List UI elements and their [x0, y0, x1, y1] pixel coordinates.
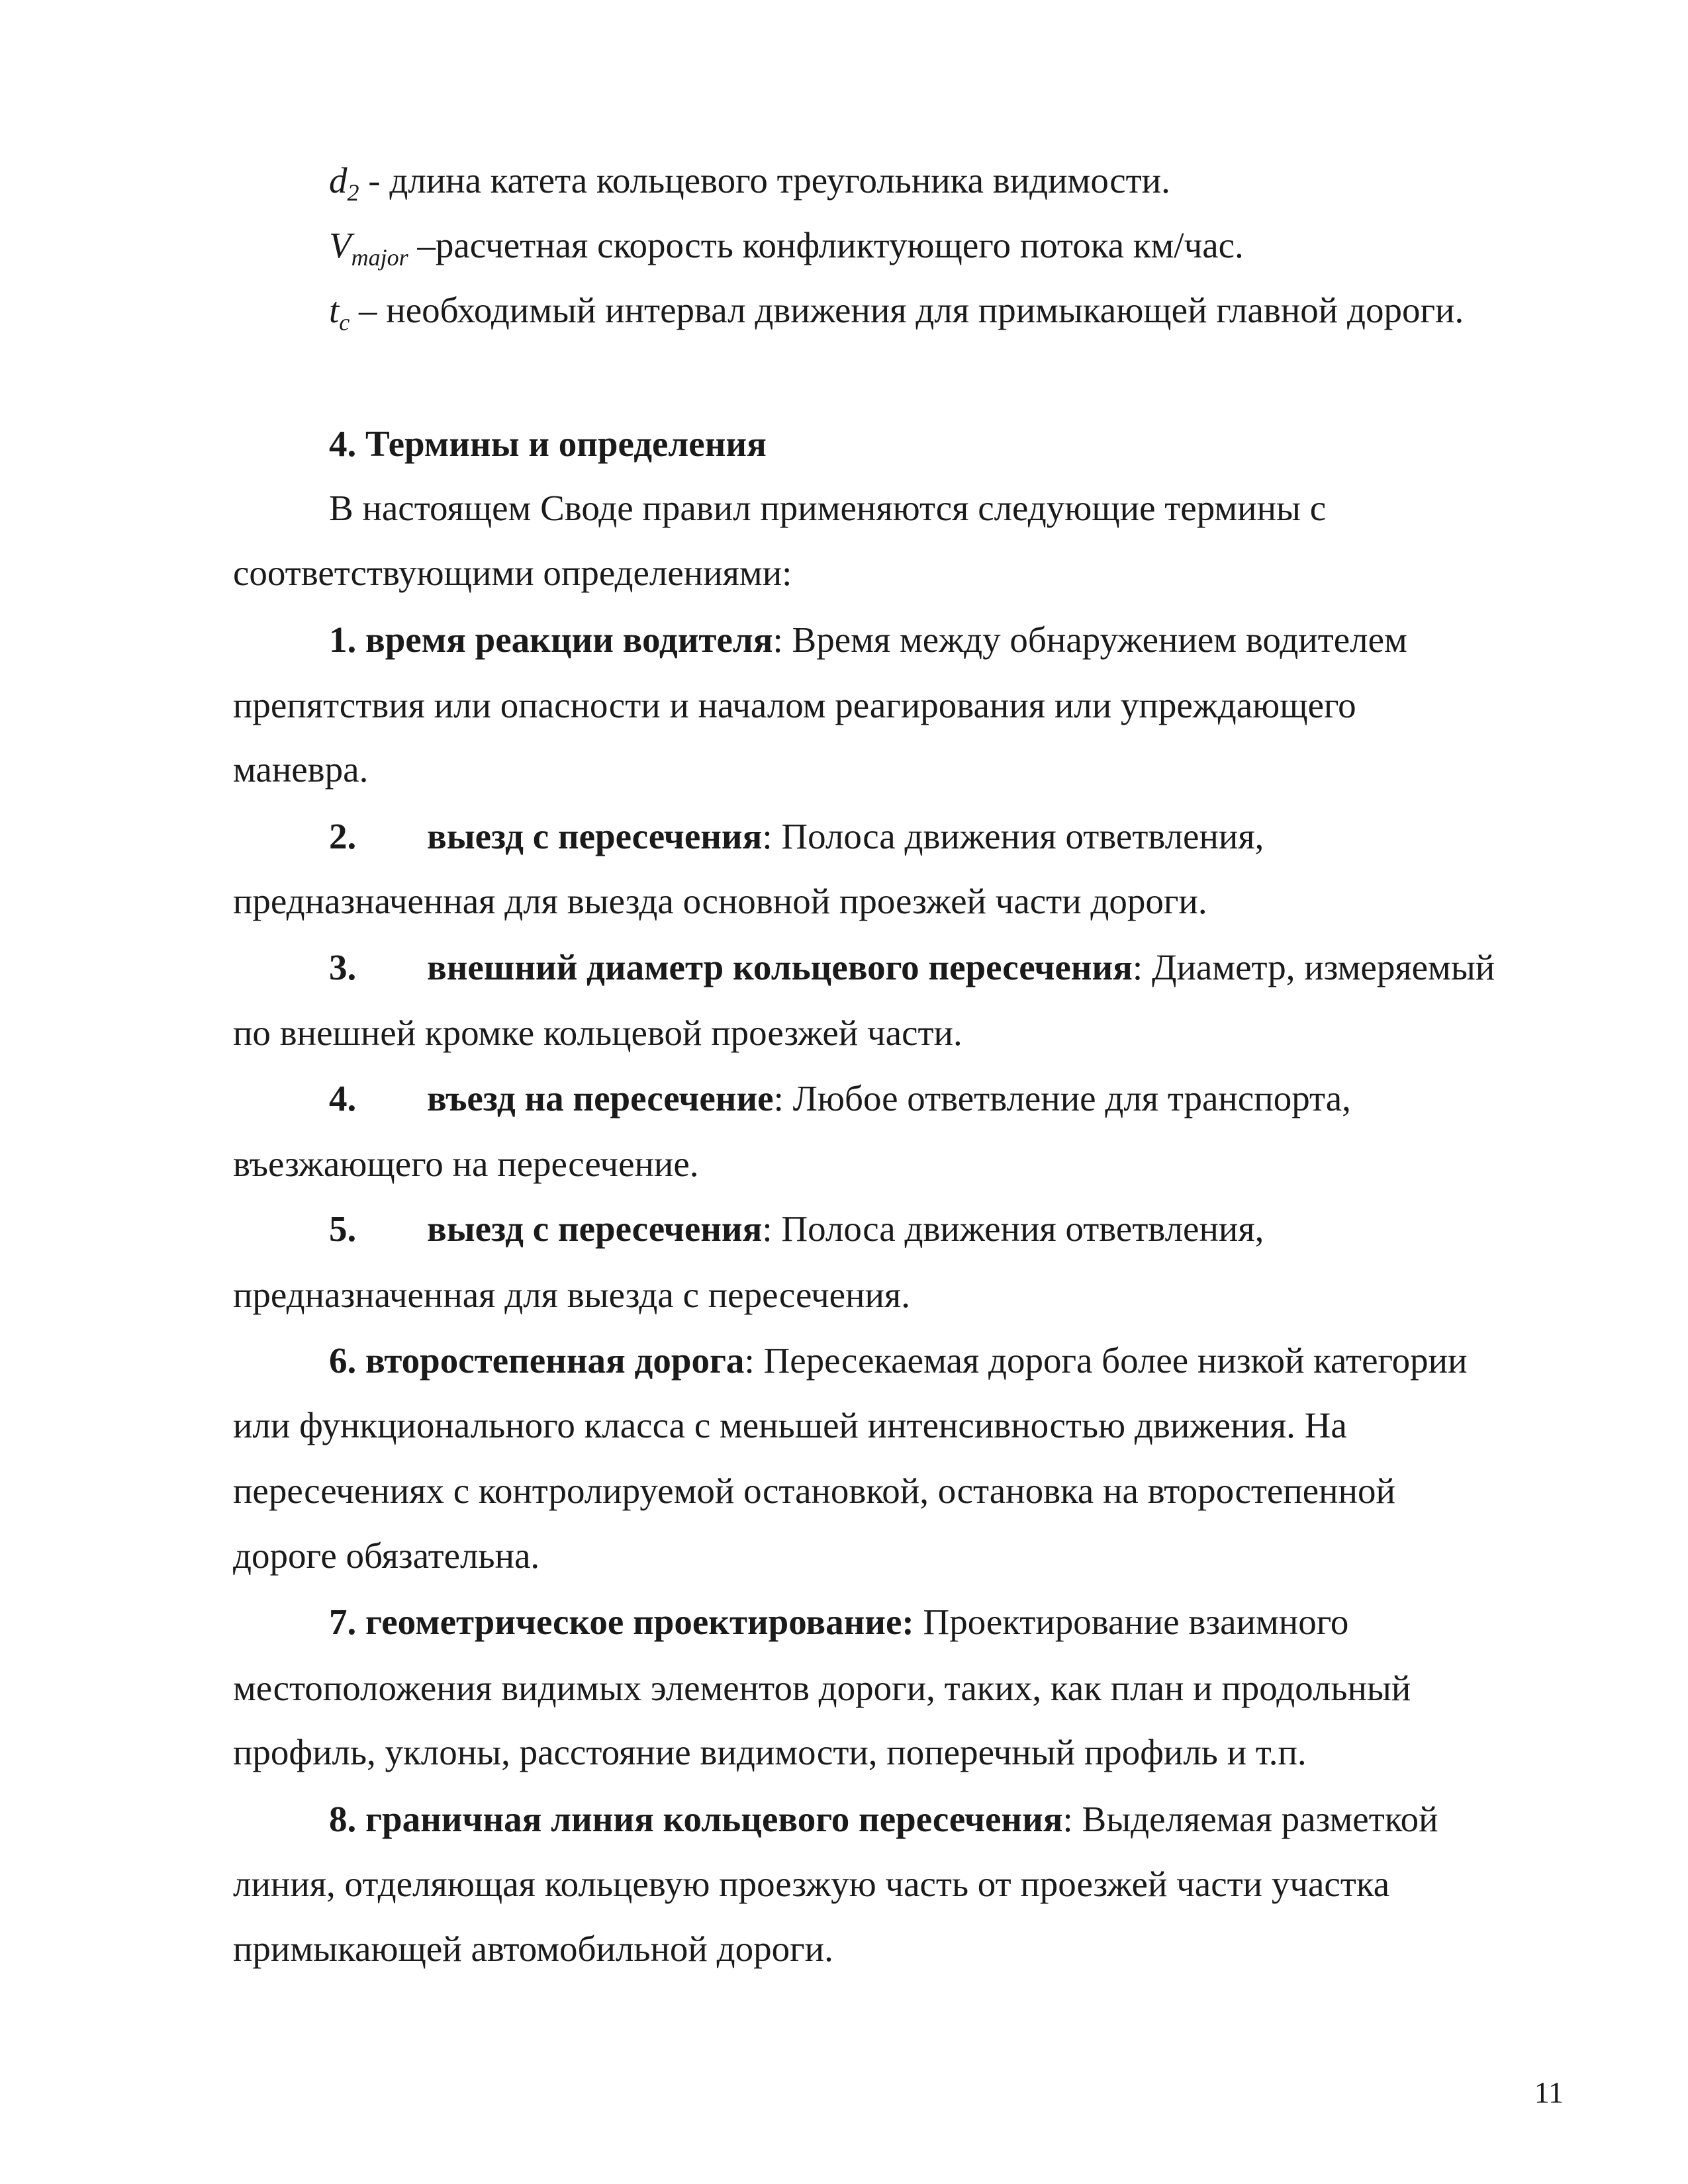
term-title: въезд на пересечение	[427, 1078, 774, 1118]
notation-symbol: d	[329, 160, 348, 201]
notation-subscript: major	[351, 244, 408, 271]
term-number: 6.	[329, 1340, 357, 1381]
term-3	[329, 944, 1495, 991]
term-number: 4.	[329, 1078, 357, 1118]
notation-text: - длина катета кольцевого треугольника видимости.	[359, 160, 1170, 201]
term-separator: :	[762, 816, 773, 856]
notation-subscript: 2	[347, 179, 359, 206]
term-separator: :	[744, 1340, 755, 1381]
term-title: время реакции водителя	[365, 619, 773, 660]
term-1-continuation: препятствия или опасности и началом реагирования или упреждающего	[233, 685, 1356, 725]
section-intro-line-1: В настоящем Своде правил применяются следующие термины с	[329, 488, 1327, 528]
term-6-continuation: или функционального класса с меньшей интенсивностью движения. На	[233, 1405, 1347, 1445]
term-2	[329, 813, 1264, 860]
term-title: выезд с пересечения	[427, 1208, 763, 1249]
notation-tc	[329, 287, 1464, 345]
term-1-continuation: маневра.	[233, 749, 369, 790]
notation-symbol: t	[329, 290, 340, 330]
term-8-continuation: линия, отделяющая кольцевую проезжую часть от проезжей части участка	[233, 1864, 1390, 1904]
term-definition: Проектирование взаимного	[914, 1602, 1349, 1642]
term-7-continuation: местоположения видимых элементов дороги, таких, как план и продольный	[233, 1668, 1411, 1708]
term-number: 3.	[329, 947, 357, 987]
term-definition: Полоса движения ответвления,	[772, 816, 1264, 856]
term-3-continuation: по внешней кромке кольцевой проезжей части.	[233, 1013, 962, 1053]
notation-symbol: V	[329, 225, 352, 265]
term-4-continuation: въезжающего на пересечение.	[233, 1144, 699, 1184]
term-separator: :	[1132, 947, 1143, 987]
term-6-continuation: пересечениях с контролируемой остановкой, остановка на второстепенной	[233, 1471, 1395, 1511]
term-separator: :	[1062, 1799, 1073, 1839]
notation-vmajor	[329, 222, 1244, 281]
term-title: граничная линия кольцевого пересечения	[365, 1799, 1063, 1839]
term-title: геометрическое проектирование:	[365, 1602, 914, 1642]
term-number: 2.	[329, 816, 357, 856]
term-7-continuation: профиль, уклоны, расстояние видимости, поперечный профиль и т.п.	[233, 1732, 1307, 1772]
term-8	[329, 1796, 1438, 1843]
term-number: 8.	[329, 1799, 357, 1839]
term-separator: :	[773, 1078, 784, 1118]
term-definition: Любое ответвление для транспорта,	[783, 1078, 1351, 1118]
term-separator: :	[762, 1208, 773, 1249]
term-title: внешний диаметр кольцевого пересечения	[427, 947, 1133, 987]
term-title: выезд с пересечения	[427, 816, 763, 856]
term-5-continuation: предназначенная для выезда с пересечения.	[233, 1275, 910, 1315]
term-7	[329, 1599, 1348, 1645]
notation-text: – необходимый интервал движения для примыкающей главной дороги.	[350, 290, 1464, 330]
term-separator: :	[773, 619, 783, 660]
notation-subscript: c	[339, 309, 350, 336]
term-8-continuation: примыкающей автомобильной дороги.	[233, 1929, 833, 1969]
term-definition: Полоса движения ответвления,	[772, 1208, 1264, 1249]
term-2-continuation: предназначенная для выезда основной проезжей части дороги.	[233, 881, 1207, 921]
term-number: 1.	[329, 619, 357, 660]
term-title: второстепенная дорога	[365, 1340, 745, 1381]
term-4	[329, 1075, 1351, 1122]
section-intro-line-2: соответствующими определениями:	[233, 553, 792, 593]
term-6-continuation: дороге обязательна.	[233, 1535, 540, 1576]
term-1	[329, 617, 1407, 663]
notation-text: –расчетная скорость конфликтующего потока км/час.	[408, 225, 1244, 265]
term-definition: Диаметр, измеряемый	[1143, 947, 1495, 987]
section-heading: 4. Термины и определения	[329, 424, 767, 464]
page-number: 11	[1534, 2075, 1564, 2109]
term-number: 7.	[329, 1602, 357, 1642]
notation-d2	[329, 158, 1170, 216]
term-5	[329, 1206, 1264, 1252]
term-definition: Пересекаемая дорога более низкой категории	[754, 1340, 1468, 1381]
term-number: 5.	[329, 1208, 357, 1249]
term-definition: Время между обнаружением водителем	[782, 619, 1407, 660]
term-6	[329, 1338, 1468, 1384]
term-definition: Выделяемая разметкой	[1072, 1799, 1438, 1839]
